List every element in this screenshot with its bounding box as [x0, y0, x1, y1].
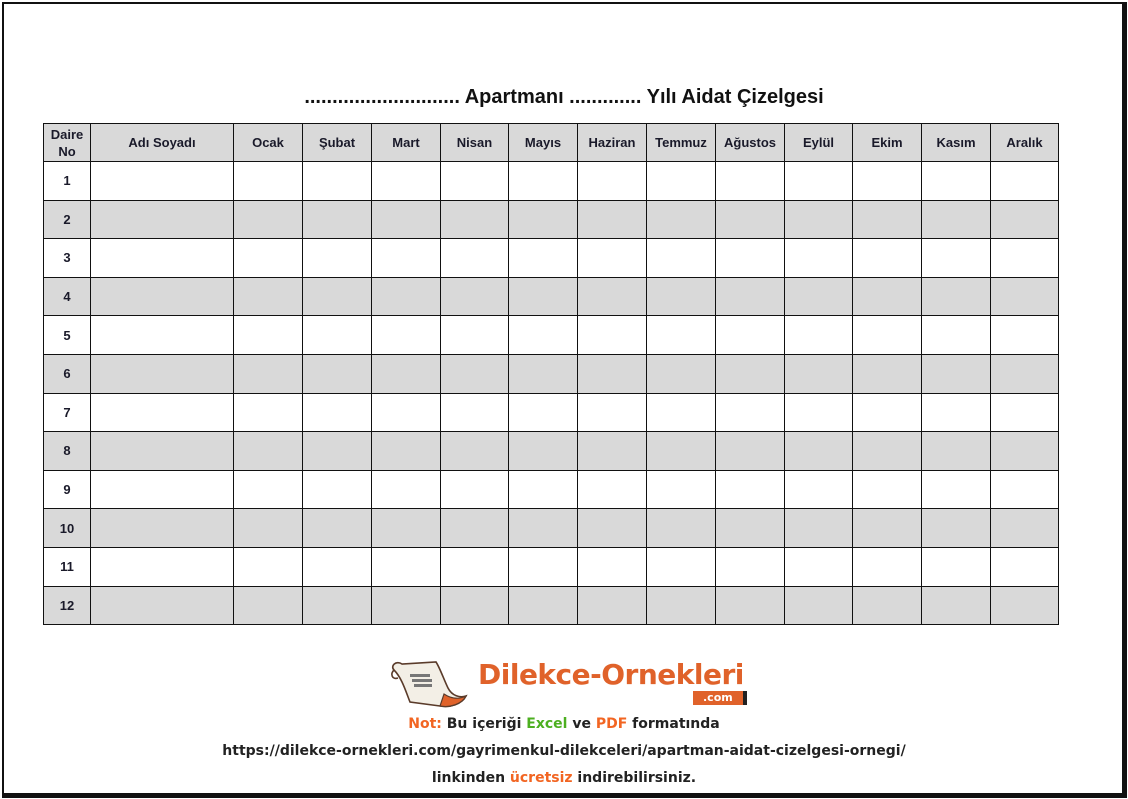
payment-cell[interactable] [234, 393, 303, 432]
payment-cell[interactable] [441, 277, 509, 316]
payment-cell[interactable] [785, 432, 853, 471]
payment-cell[interactable] [647, 509, 716, 548]
payment-cell[interactable] [785, 162, 853, 201]
payment-cell[interactable] [578, 470, 647, 509]
name-cell[interactable] [91, 509, 234, 548]
payment-cell[interactable] [647, 432, 716, 471]
payment-cell[interactable] [647, 547, 716, 586]
payment-cell[interactable] [647, 316, 716, 355]
header-month: Kasım [922, 124, 991, 162]
payment-cell[interactable] [922, 393, 991, 432]
name-cell[interactable] [91, 162, 234, 201]
scroll-document-icon [388, 658, 470, 710]
payment-cell[interactable] [578, 162, 647, 201]
daire-no-cell: 10 [44, 509, 91, 548]
table-row [44, 547, 1059, 586]
payment-cell[interactable] [853, 354, 922, 393]
payment-cell[interactable] [853, 393, 922, 432]
payment-cell[interactable] [853, 586, 922, 625]
payment-cell[interactable] [303, 200, 372, 239]
payment-cell[interactable] [441, 547, 509, 586]
name-cell[interactable] [91, 547, 234, 586]
daire-no-cell: 7 [44, 393, 91, 432]
excel-label: Excel [526, 716, 568, 732]
daire-no-cell: 5 [44, 316, 91, 355]
payment-cell[interactable] [441, 200, 509, 239]
daire-no-cell: 11 [44, 547, 91, 586]
payment-cell[interactable] [441, 316, 509, 355]
payment-cell[interactable] [578, 509, 647, 548]
payment-cell[interactable] [509, 547, 578, 586]
payment-cell[interactable] [853, 547, 922, 586]
payment-cell[interactable] [234, 162, 303, 201]
payment-cell[interactable] [991, 162, 1059, 201]
payment-cell[interactable] [991, 547, 1059, 586]
payment-cell[interactable] [991, 432, 1059, 471]
payment-cell[interactable] [303, 432, 372, 471]
header-month: Nisan [441, 124, 509, 162]
payment-cell[interactable] [647, 470, 716, 509]
payment-cell[interactable] [441, 354, 509, 393]
payment-cell[interactable] [441, 586, 509, 625]
header-month: Haziran [578, 124, 647, 162]
payment-cell[interactable] [303, 316, 372, 355]
payment-cell[interactable] [785, 239, 853, 278]
logo-domain-suffix: .com [693, 691, 747, 705]
payment-cell[interactable] [578, 586, 647, 625]
payment-cell[interactable] [991, 586, 1059, 625]
payment-cell[interactable] [578, 432, 647, 471]
page-title: ............................ Apartmanı ............. Yılı Aidat Çizelgesi [304, 86, 824, 108]
payment-cell[interactable] [716, 354, 785, 393]
payment-cell[interactable] [922, 432, 991, 471]
header-month: Aralık [991, 124, 1059, 162]
payment-cell[interactable] [991, 354, 1059, 393]
payment-cell[interactable] [509, 393, 578, 432]
payment-cell[interactable] [303, 547, 372, 586]
payment-cell[interactable] [716, 162, 785, 201]
footer-note [0, 716, 1128, 732]
payment-cell[interactable] [372, 586, 441, 625]
payment-cell[interactable] [716, 470, 785, 509]
note-text: ve [567, 716, 596, 732]
name-cell[interactable] [91, 316, 234, 355]
payment-cell[interactable] [578, 239, 647, 278]
payment-cell[interactable] [509, 432, 578, 471]
table-row [44, 432, 1059, 471]
payment-cell[interactable] [785, 470, 853, 509]
payment-cell[interactable] [647, 393, 716, 432]
payment-cell[interactable] [372, 432, 441, 471]
payment-cell[interactable] [509, 586, 578, 625]
payment-cell[interactable] [234, 354, 303, 393]
payment-cell[interactable] [922, 586, 991, 625]
payment-cell[interactable] [853, 200, 922, 239]
daire-no-cell: 1 [44, 162, 91, 201]
payment-cell[interactable] [509, 316, 578, 355]
payment-cell[interactable] [578, 393, 647, 432]
payment-cell[interactable] [647, 354, 716, 393]
payment-cell[interactable] [234, 470, 303, 509]
payment-cell[interactable] [716, 547, 785, 586]
name-cell[interactable] [91, 200, 234, 239]
payment-cell[interactable] [509, 509, 578, 548]
payment-cell[interactable] [785, 277, 853, 316]
payment-cell[interactable] [922, 162, 991, 201]
payment-cell[interactable] [509, 162, 578, 201]
payment-cell[interactable] [853, 470, 922, 509]
payment-cell[interactable] [991, 316, 1059, 355]
payment-cell[interactable] [372, 354, 441, 393]
payment-cell[interactable] [716, 432, 785, 471]
payment-cell[interactable] [853, 239, 922, 278]
note-text: Bu içeriği [441, 716, 527, 732]
payment-cell[interactable] [991, 393, 1059, 432]
payment-cell[interactable] [234, 316, 303, 355]
payment-cell[interactable] [922, 547, 991, 586]
table-header-row [44, 124, 1059, 162]
payment-cell[interactable] [922, 239, 991, 278]
payment-cell[interactable] [509, 200, 578, 239]
table-row [44, 354, 1059, 393]
payment-cell[interactable] [441, 239, 509, 278]
name-cell[interactable] [91, 586, 234, 625]
footer-url[interactable]: https://dilekce-ornekleri.com/gayrimenkul-dilekceleri/apartman-aidat-cizelgesi-ornegi/ [222, 743, 906, 759]
table-row [44, 316, 1059, 355]
payment-cell[interactable] [785, 354, 853, 393]
payment-cell[interactable] [785, 586, 853, 625]
payment-cell[interactable] [372, 316, 441, 355]
payment-cell[interactable] [647, 586, 716, 625]
payment-cell[interactable] [234, 547, 303, 586]
payment-cell[interactable] [853, 277, 922, 316]
daire-no-cell: 3 [44, 239, 91, 278]
header-no-label: No [58, 143, 76, 159]
table-row [44, 470, 1059, 509]
payment-cell[interactable] [303, 354, 372, 393]
payment-cell[interactable] [853, 316, 922, 355]
payment-cell[interactable] [991, 200, 1059, 239]
table-row [44, 393, 1059, 432]
daire-no-cell: 6 [44, 354, 91, 393]
payment-cell[interactable] [441, 470, 509, 509]
payment-cell[interactable] [853, 432, 922, 471]
pdf-label: PDF [595, 716, 628, 732]
payment-cell[interactable] [785, 547, 853, 586]
table-row [44, 162, 1059, 201]
payment-cell[interactable] [234, 509, 303, 548]
header-month: Ağustos [716, 124, 785, 162]
note-text: formatında [627, 716, 720, 732]
header-month: Mart [372, 124, 441, 162]
note-label: Not: [408, 716, 442, 732]
payment-cell[interactable] [441, 393, 509, 432]
payment-cell[interactable] [716, 316, 785, 355]
payment-cell[interactable] [372, 277, 441, 316]
daire-no-cell: 12 [44, 586, 91, 625]
payment-cell[interactable] [853, 509, 922, 548]
payment-cell[interactable] [716, 239, 785, 278]
download-text: indirebilirsiniz. [572, 770, 697, 786]
payment-cell[interactable] [716, 200, 785, 239]
payment-cell[interactable] [647, 200, 716, 239]
payment-cell[interactable] [785, 509, 853, 548]
header-month: Ocak [234, 124, 303, 162]
payment-cell[interactable] [853, 162, 922, 201]
payment-cell[interactable] [372, 162, 441, 201]
payment-cell[interactable] [303, 509, 372, 548]
payment-cell[interactable] [716, 393, 785, 432]
payment-cell[interactable] [578, 547, 647, 586]
payment-cell[interactable] [991, 470, 1059, 509]
name-cell[interactable] [91, 239, 234, 278]
table-row [44, 239, 1059, 278]
payment-cell[interactable] [303, 239, 372, 278]
table-row [44, 200, 1059, 239]
payment-cell[interactable] [234, 200, 303, 239]
payment-cell[interactable] [509, 354, 578, 393]
brand-logo [388, 658, 758, 710]
payment-cell[interactable] [785, 200, 853, 239]
header-month: Ekim [853, 124, 922, 162]
daire-no-cell: 9 [44, 470, 91, 509]
payment-cell[interactable] [303, 393, 372, 432]
payment-cell[interactable] [234, 432, 303, 471]
payment-cell[interactable] [922, 354, 991, 393]
header-month: Şubat [303, 124, 372, 162]
header-month: Eylül [785, 124, 853, 162]
payment-cell[interactable] [578, 316, 647, 355]
payment-cell[interactable] [922, 470, 991, 509]
daire-no-cell: 4 [44, 277, 91, 316]
payment-cell[interactable] [303, 586, 372, 625]
payment-cell[interactable] [716, 586, 785, 625]
daire-no-cell: 2 [44, 200, 91, 239]
table-row [44, 509, 1059, 548]
payment-cell[interactable] [922, 316, 991, 355]
header-month: Mayıs [509, 124, 578, 162]
payment-cell[interactable] [441, 432, 509, 471]
payment-cell[interactable] [991, 239, 1059, 278]
logo-text: Dilekce-Ornekleri [478, 658, 744, 691]
payment-cell[interactable] [372, 239, 441, 278]
payment-cell[interactable] [372, 470, 441, 509]
payment-cell[interactable] [647, 239, 716, 278]
header-name: Adı Soyadı [91, 124, 234, 162]
payment-cell[interactable] [372, 509, 441, 548]
name-cell[interactable] [91, 470, 234, 509]
download-text: linkinden [431, 770, 510, 786]
dues-table [43, 123, 1059, 625]
payment-cell[interactable] [647, 277, 716, 316]
footer-download-text [0, 770, 1128, 786]
name-cell[interactable] [91, 354, 234, 393]
payment-cell[interactable] [509, 239, 578, 278]
payment-cell[interactable] [716, 277, 785, 316]
payment-cell[interactable] [991, 509, 1059, 548]
payment-cell[interactable] [372, 547, 441, 586]
header-daire-no [44, 124, 91, 162]
header-month: Temmuz [647, 124, 716, 162]
table-row [44, 586, 1059, 625]
payment-cell[interactable] [647, 162, 716, 201]
payment-cell[interactable] [578, 277, 647, 316]
payment-cell[interactable] [303, 470, 372, 509]
payment-cell[interactable] [716, 509, 785, 548]
payment-cell[interactable] [372, 393, 441, 432]
payment-cell[interactable] [303, 277, 372, 316]
payment-cell[interactable] [922, 277, 991, 316]
payment-cell[interactable] [922, 509, 991, 548]
header-daire-label: Daire [50, 126, 84, 142]
free-label: ücretsiz [509, 770, 573, 786]
payment-cell[interactable] [441, 509, 509, 548]
payment-cell[interactable] [509, 470, 578, 509]
table-row [44, 277, 1059, 316]
payment-cell[interactable] [441, 162, 509, 201]
payment-cell[interactable] [234, 277, 303, 316]
payment-cell[interactable] [234, 239, 303, 278]
payment-cell[interactable] [991, 277, 1059, 316]
payment-cell[interactable] [578, 200, 647, 239]
daire-no-cell: 8 [44, 432, 91, 471]
name-cell[interactable] [91, 432, 234, 471]
name-cell[interactable] [91, 393, 234, 432]
payment-cell[interactable] [922, 200, 991, 239]
payment-cell[interactable] [578, 354, 647, 393]
payment-cell[interactable] [303, 162, 372, 201]
name-cell[interactable] [91, 277, 234, 316]
payment-cell[interactable] [509, 277, 578, 316]
payment-cell[interactable] [785, 393, 853, 432]
payment-cell[interactable] [234, 586, 303, 625]
payment-cell[interactable] [372, 200, 441, 239]
payment-cell[interactable] [785, 316, 853, 355]
